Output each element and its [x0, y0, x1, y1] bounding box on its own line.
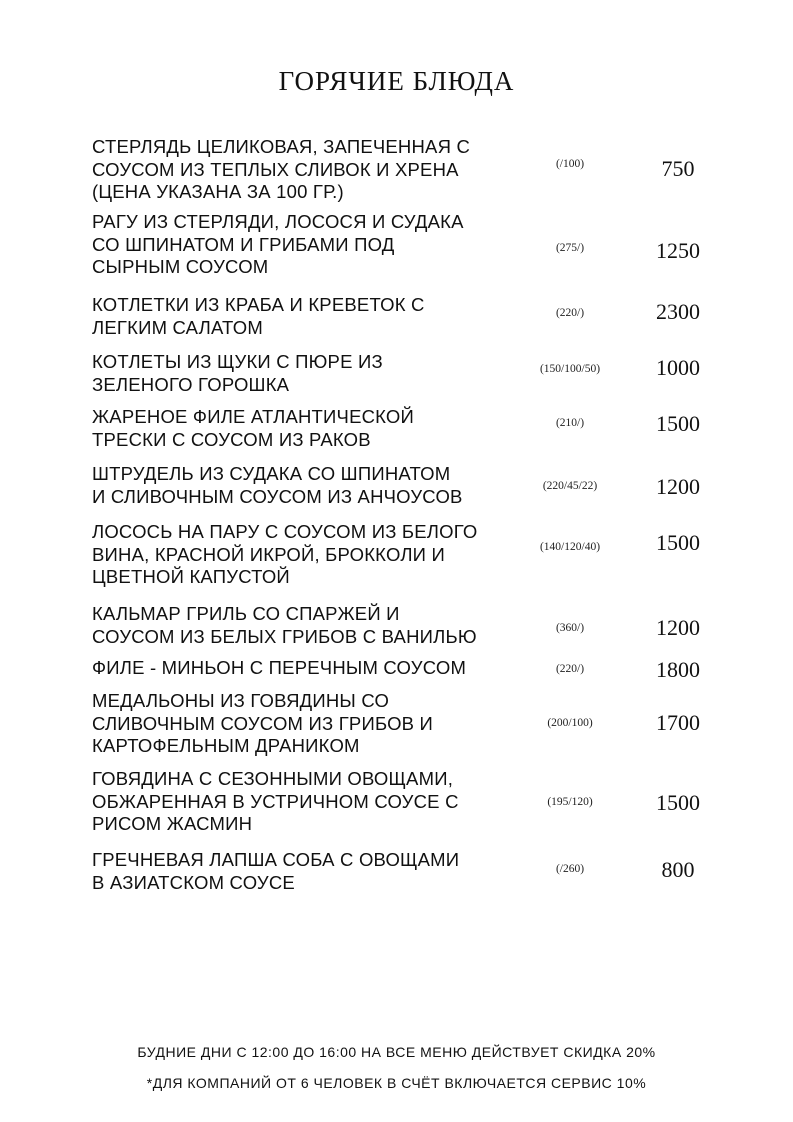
dish-name: [92, 849, 512, 894]
dish-name-line: РАГУ ИЗ СТЕРЛЯДИ, ЛОСОСЯ И СУДАКА: [92, 211, 464, 232]
dish-weight: (360/): [555, 622, 585, 634]
dish-name-line: ЛЕГКИМ САЛАТОМ: [92, 316, 263, 338]
dish-name-line: СОУСОМ ИЗ ТЕПЛЫХ СЛИВОК И ХРЕНА: [92, 158, 459, 180]
dish-weight: (220/): [555, 663, 585, 675]
dish-name-line: ЖАРЕНОЕ ФИЛЕ АТЛАНТИЧЕСКОЙ: [92, 406, 415, 427]
dish-price: 1700: [656, 710, 700, 735]
dish-name-line: ЦВЕТНОЙ КАПУСТОЙ: [92, 566, 290, 587]
dish-name-line: ВИНА, КРАСНОЙ ИКРОЙ, БРОККОЛИ И: [92, 543, 446, 565]
dish-price: 2300: [656, 299, 700, 324]
dish-name-line: ОБЖАРЕННАЯ В УСТРИЧНОМ СОУСЕ С: [92, 790, 459, 812]
dish-name-line: КОТЛЕТКИ ИЗ КРАБА И КРЕВЕТОК С: [92, 294, 425, 315]
dish-name: [92, 603, 512, 648]
dish-weight: (140/120/40): [539, 541, 601, 553]
dish-name-line: СО ШПИНАТОМ И ГРИБАМИ ПОД: [92, 233, 395, 255]
dish-price: 1000: [656, 355, 700, 380]
dish-name-line: ФИЛЕ - МИНЬОН С ПЕРЕЧНЫМ СОУСОМ: [92, 657, 467, 678]
dish-price: 1250: [656, 238, 700, 263]
dish-name-line: И СЛИВОЧНЫМ СОУСОМ ИЗ АНЧОУСОВ: [92, 485, 463, 507]
dish-name-line: ГРЕЧНЕВАЯ ЛАПША СОБА С ОВОЩАМИ: [92, 849, 460, 870]
dish-weight: (150/100/50): [539, 363, 601, 375]
dish-weight: (220/): [555, 307, 585, 319]
dish-price: 1200: [656, 615, 700, 640]
dish-name-line: СТЕРЛЯДЬ ЦЕЛИКОВАЯ, ЗАПЕЧЕННАЯ С: [92, 136, 471, 157]
dish-name-line: МЕДАЛЬОНЫ ИЗ ГОВЯДИНЫ СО: [92, 690, 390, 711]
dish-name: [92, 406, 512, 451]
service-note: *ДЛЯ КОМПАНИЙ ОТ 6 ЧЕЛОВЕК В СЧЁТ ВКЛЮЧАЕТСЯ СЕРВИС 10%: [146, 1075, 647, 1091]
dish-name-line: РИСОМ ЖАСМИН: [92, 813, 253, 834]
dish-name-line: СЫРНЫМ СОУСОМ: [92, 256, 269, 277]
dish-name: [92, 351, 512, 396]
dish-price: 750: [661, 156, 695, 181]
dish-name: [92, 294, 512, 339]
page-title: ГОРЯЧИЕ БЛЮДА: [278, 66, 515, 96]
dish-name-line: (ЦЕНА УКАЗАНА ЗА 100 ГР.): [92, 181, 344, 202]
dish-name-line: ЗЕЛЕНОГО ГОРОШКА: [92, 373, 290, 395]
dish-weight: (195/120): [547, 796, 593, 808]
dish-name-line: ТРЕСКИ С СОУСОМ ИЗ РАКОВ: [92, 428, 371, 450]
dish-price: 1800: [656, 657, 700, 682]
dish-weight: (/100): [555, 158, 585, 170]
dish-name: [92, 463, 512, 508]
dish-name: [92, 136, 512, 204]
dish-price: 1500: [656, 411, 700, 436]
dish-price: 1500: [656, 530, 700, 555]
dish-weight: (200/100): [547, 717, 593, 729]
discount-note: БУДНИЕ ДНИ С 12:00 ДО 16:00 НА ВСЕ МЕНЮ ДЕЙСТВУЕТ СКИДКА 20%: [137, 1044, 656, 1060]
dish-name: [92, 768, 512, 836]
dish-price: 1500: [656, 790, 700, 815]
dish-weight: (220/45/22): [542, 480, 598, 492]
dish-name: [92, 211, 512, 279]
dish-name-line: ГОВЯДИНА С СЕЗОННЫМИ ОВОЩАМИ,: [92, 768, 454, 789]
dish-name-line: В АЗИАТСКОМ СОУСЕ: [92, 871, 295, 893]
dish-name-line: ШТРУДЕЛЬ ИЗ СУДАКА СО ШПИНАТОМ: [92, 463, 451, 484]
dish-weight: (275/): [555, 242, 585, 254]
dish-name-line: СЛИВОЧНЫМ СОУСОМ ИЗ ГРИБОВ И: [92, 712, 434, 734]
dish-weight: (210/): [555, 417, 585, 429]
dish-name: [92, 690, 512, 758]
dish-name: [92, 521, 512, 589]
dish-name-line: СОУСОМ ИЗ БЕЛЫХ ГРИБОВ С ВАНИЛЬЮ: [92, 625, 477, 647]
dish-weight: (/260): [555, 863, 585, 875]
dish-name: [92, 657, 512, 680]
dish-name-line: ЛОСОСЬ НА ПАРУ С СОУСОМ ИЗ БЕЛОГО: [92, 521, 478, 542]
dish-price: 1200: [656, 474, 700, 499]
dish-name-line: КАЛЬМАР ГРИЛЬ СО СПАРЖЕЙ И: [92, 603, 400, 624]
dish-price: 800: [661, 857, 695, 882]
dish-name-line: КАРТОФЕЛЬНЫМ ДРАНИКОМ: [92, 735, 360, 756]
dish-name-line: КОТЛЕТЫ ИЗ ЩУКИ С ПЮРЕ ИЗ: [92, 351, 383, 372]
